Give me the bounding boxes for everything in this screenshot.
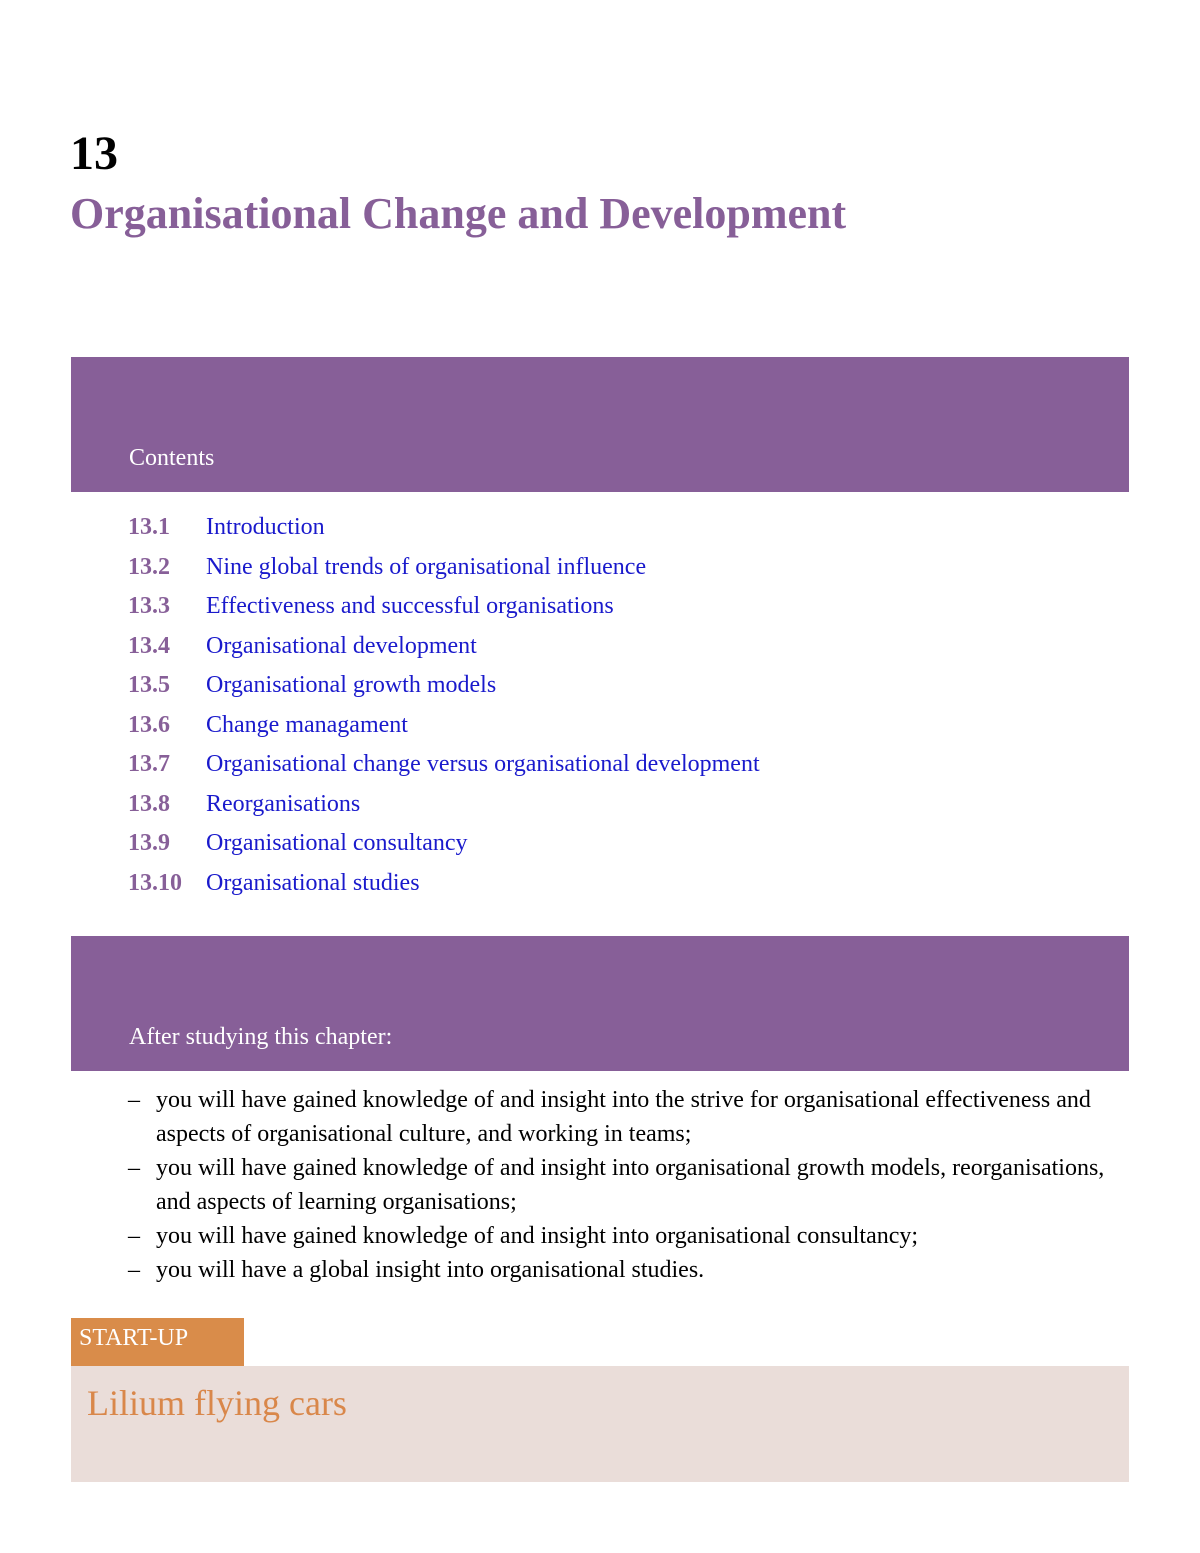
toc-item-link[interactable]: Organisational studies: [206, 869, 420, 896]
toc-item-number: 13.7: [128, 751, 170, 778]
toc-item-link[interactable]: Organisational growth models: [206, 672, 497, 699]
startup-tab: [71, 1318, 244, 1366]
learning-objectives-list: [128, 1083, 1108, 1287]
chapter-title: Organisational Change and Development: [70, 189, 847, 238]
objective-item: [128, 1083, 1108, 1151]
objective-item: [128, 1253, 1108, 1287]
toc-item-link[interactable]: Nine global trends of organisational influence: [206, 553, 647, 580]
objective-item: [128, 1151, 1108, 1219]
contents-label: Contents: [129, 445, 215, 471]
toc-item[interactable]: [128, 785, 760, 825]
toc-item-link[interactable]: Introduction: [206, 514, 325, 541]
toc-item[interactable]: [128, 864, 760, 904]
objective-text: you will have gained knowledge of and insight into organisational consultancy;: [156, 1223, 919, 1249]
toc-item-number: 13.3: [128, 593, 170, 620]
toc-item[interactable]: [128, 627, 760, 667]
toc-item-number: 13.5: [128, 672, 170, 699]
toc-item-link[interactable]: Effectiveness and successful organisations: [206, 593, 614, 620]
dash-bullet: –: [128, 1155, 140, 1181]
startup-title: Lilium flying cars: [87, 1383, 347, 1423]
toc-item[interactable]: [128, 587, 760, 627]
toc-item-number: 13.2: [128, 553, 170, 580]
objective-text: you will have gained knowledge of and insight into organisational growth models, reorganisations, and aspects of learning organisations;: [156, 1155, 1105, 1215]
toc-item[interactable]: [128, 508, 760, 548]
toc-item-number: 13.9: [128, 830, 170, 857]
toc-item-link[interactable]: Change managament: [206, 711, 408, 738]
toc-item-link[interactable]: Organisational consultancy: [206, 830, 468, 857]
objective-text: you will have a global insight into organisational studies.: [156, 1257, 705, 1283]
toc-item[interactable]: [128, 666, 760, 706]
objectives-header-band: [71, 936, 1129, 1071]
toc-item-number: 13.4: [128, 632, 170, 659]
toc-item-link[interactable]: Organisational change versus organisational development: [206, 751, 760, 778]
toc-item[interactable]: [128, 706, 760, 746]
dash-bullet: –: [128, 1257, 140, 1283]
toc-item-number: 13.8: [128, 790, 170, 817]
toc-item-number: 13.10: [128, 869, 182, 896]
dash-bullet: –: [128, 1087, 140, 1113]
toc-item-link[interactable]: Organisational development: [206, 632, 477, 659]
toc-item[interactable]: [128, 824, 760, 864]
toc-item-number: 13.6: [128, 711, 170, 738]
toc-item[interactable]: [128, 745, 760, 785]
toc-item-link[interactable]: Reorganisations: [206, 790, 361, 817]
chapter-number: 13: [70, 127, 118, 180]
dash-bullet: –: [128, 1223, 140, 1249]
objective-item: [128, 1219, 1108, 1253]
toc-item[interactable]: [128, 548, 760, 588]
table-of-contents: [128, 508, 760, 903]
startup-tab-label: START-UP: [79, 1325, 189, 1351]
contents-header-band: [71, 357, 1129, 492]
startup-box: [71, 1366, 1129, 1482]
toc-item-number: 13.1: [128, 514, 170, 541]
objective-text: you will have gained knowledge of and insight into the strive for organisational effectiveness and aspects of organisational culture, and working in teams;: [156, 1087, 1091, 1147]
objectives-label: After studying this chapter:: [129, 1024, 393, 1050]
